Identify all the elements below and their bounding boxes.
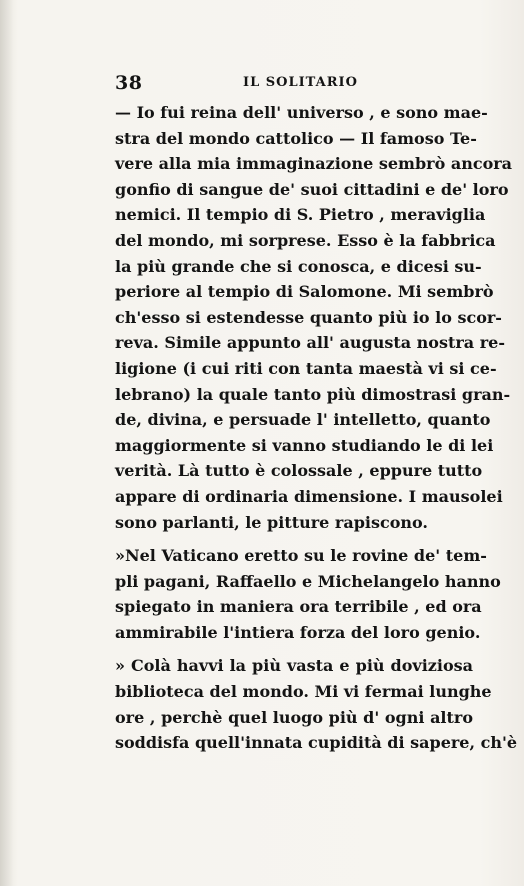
text-line: de, divina, e persuade l' intelletto, quanto: [115, 410, 491, 430]
text-line: lebrano) la quale tanto più dimostrasi gran-: [115, 384, 511, 404]
text-line: sono parlanti, le pitture rapiscono.: [115, 512, 428, 532]
text-line: vere alla mia immaginazione sembrò ancora: [115, 154, 513, 174]
running-head: [115, 72, 475, 98]
text-line: » Colà havvi la più vasta e più doviziosa: [115, 656, 473, 676]
text-line: maggiormente si vanno studiando le di lei: [115, 435, 494, 455]
text-line: pli pagani, Raffaello e Michelangelo hanno: [115, 571, 501, 591]
text-line: — Io fui reina dell' universo , e sono mae-: [115, 103, 488, 122]
text-line: periore al tempio di Salomone. Mi sembrò: [115, 282, 494, 302]
text-line: »Nel Vaticano eretto su le rovine de' tem-: [115, 546, 487, 566]
text-line: spiegato in maniera ora terribile , ed ora: [115, 597, 482, 617]
text-line: reva. Simile appunto all' augusta nostra re-: [115, 333, 505, 353]
text-line: biblioteca del mondo. Mi vi fermai lunghe: [115, 682, 492, 702]
text-line: gonfio di sangue de' suoi cittadini e de' loro: [115, 179, 509, 199]
paragraph-gap: [115, 645, 473, 653]
text-line: nemici. Il tempio di S. Pietro , meraviglia: [115, 205, 486, 225]
text-line: ligione (i cui riti con tanta maestà vi si ce-: [115, 358, 497, 378]
text-line: ore , perchè quel luogo più d' ogni altro: [115, 707, 473, 727]
text-line: appare di ordinaria dimensione. I mausolei: [115, 486, 503, 506]
text-line: verità. Là tutto è colossale , eppure tutto: [115, 461, 483, 481]
body-text: [115, 100, 518, 756]
running-title: IL SOLITARIO: [243, 75, 358, 90]
text-line: la più grande che si conosca, e dicesi su-: [115, 256, 482, 276]
spine-shadow: [0, 0, 14, 886]
paragraph-gap: [115, 535, 473, 543]
text-line: stra del mondo cattolico — Il famoso Te-: [115, 128, 477, 148]
text-line: ammirabile l'intiera forza del loro genio.: [115, 622, 481, 642]
text-line: del mondo, mi sorprese. Esso è la fabbrica: [115, 230, 496, 250]
text-line: ch'esso si estendesse quanto più io lo scor-: [115, 307, 502, 327]
text-line: soddisfa quell'innata cupidità di sapere, ch'è: [115, 733, 518, 753]
page-number: 38: [115, 72, 143, 94]
